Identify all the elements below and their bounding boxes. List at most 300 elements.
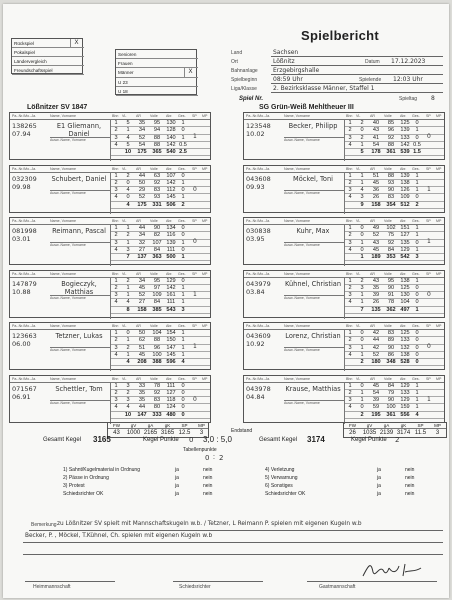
lane-cell: 129 <box>166 277 176 284</box>
player-birth-date: 06.91 <box>12 392 31 401</box>
totals-header-cell: SP <box>181 423 188 428</box>
header-col: Name, Vorname <box>284 114 310 118</box>
lane-cell: 0 <box>360 232 364 239</box>
header-col: Pa.-Nr./Mo.-Ja. <box>12 376 37 381</box>
lane-cell: 5 <box>126 141 130 148</box>
lane-cell: 36 <box>372 187 380 194</box>
sig-home-label: Heimmannschaft <box>33 584 71 590</box>
header-col: Bhn <box>346 219 353 223</box>
header-col: SP <box>426 219 431 223</box>
option-row <box>12 39 84 48</box>
lane-cell: 0 <box>415 351 419 358</box>
option-row <box>116 78 198 87</box>
player-pass-number: 043979 <box>246 279 271 288</box>
set-point: 1 <box>193 343 197 350</box>
lane-cell: 1 <box>114 172 118 179</box>
totals-value: 3174 <box>396 430 411 436</box>
lane-cell: 1 <box>181 351 185 358</box>
lane-cell: 3 <box>348 187 352 194</box>
liga-value: 2. Bezirksklasse Männer, Staffel 1 <box>273 85 375 92</box>
lane-cell: 97 <box>153 284 161 291</box>
lane-cell: 2.5 <box>179 149 187 156</box>
header-col: AR <box>370 114 375 118</box>
check-label: 6) Sonstiges <box>265 483 293 489</box>
lane-cell: 1 <box>415 277 419 284</box>
lane-cell: 1 <box>114 382 118 389</box>
player-box <box>243 112 445 160</box>
lane-row <box>345 194 444 201</box>
header-col: SP <box>192 376 197 381</box>
totals-header-cell: gK <box>164 423 171 428</box>
header-col: Name, Vorname <box>284 219 310 223</box>
header-col: SP <box>426 324 431 328</box>
kegelpunkte-label-away: Kegel Punkte <box>351 437 387 443</box>
lane-cell: 158 <box>371 201 381 208</box>
player-sum-row <box>345 202 444 209</box>
check-nein: nein <box>405 491 415 497</box>
player-header <box>244 166 444 173</box>
set-point: 1 <box>193 290 197 298</box>
header-col: MP <box>436 271 442 276</box>
lane-row <box>345 173 444 180</box>
player-sum-row <box>345 359 444 366</box>
lane-cell: 147 <box>166 344 176 351</box>
lane-row <box>345 330 444 337</box>
totals-value: 26 <box>349 430 356 436</box>
lane-cell: 4 <box>126 187 130 194</box>
lane-cell: 35 <box>138 397 146 404</box>
totals-value: 3 <box>435 430 440 436</box>
set-point: 1 <box>427 395 431 403</box>
substitute-label: Ausw.-Name, Vorname <box>284 295 344 300</box>
lane-cell: 50 <box>138 330 146 336</box>
header-col: Pa.-Nr./Mo.-Ja. <box>246 114 271 118</box>
lane-cell: 130 <box>166 120 176 126</box>
substitute-label: Ausw.-Name, Vorname <box>50 137 110 142</box>
lane-cell: 189 <box>371 254 381 261</box>
header-col: Ges. <box>178 114 186 118</box>
player-pass-number: 147879 <box>12 279 37 288</box>
lane-cell: 180 <box>371 359 381 366</box>
lane-cell: 353 <box>386 254 396 261</box>
lane-cell: 45 <box>372 179 380 186</box>
lane-cell: 1 <box>360 344 364 351</box>
player-lanes <box>344 173 444 214</box>
lane-cell: 138 <box>400 179 410 186</box>
home-team-name: Lößnitzer SV 1847 <box>27 104 88 111</box>
lane-cell: 90 <box>387 284 395 291</box>
lane-cell: 8 <box>126 306 130 313</box>
player-pass-number: 043609 <box>246 332 271 340</box>
lane-cell: 52 <box>138 134 146 141</box>
player-lanes <box>344 383 444 424</box>
lane-cell: 362 <box>386 306 396 313</box>
lane-cell: 0 <box>181 225 185 231</box>
lane-cell: 79 <box>387 389 395 396</box>
lane-cell: 3 <box>360 284 364 291</box>
option-row <box>116 87 198 96</box>
lane-cell: 195 <box>371 411 381 418</box>
lane-cell: 133 <box>400 389 410 396</box>
player-header <box>10 376 210 383</box>
lane-cell: 84 <box>387 382 395 389</box>
substitute-label: Ausw.-Name, Vorname <box>284 347 344 352</box>
lane-cell: 0 <box>360 225 364 231</box>
lane-row <box>111 194 210 201</box>
lane-cell: 29 <box>138 187 146 194</box>
lane-cell: 92 <box>387 239 395 246</box>
lane-cell: 107 <box>166 172 176 179</box>
substitute-label: Ausw.-Name, Vorname <box>50 347 110 352</box>
lane-cell: 39 <box>372 292 380 299</box>
totals-value: 12.5 <box>178 430 191 436</box>
player-birth-date: 07.94 <box>12 130 31 138</box>
lane-cell: 2 <box>360 120 364 126</box>
lane-row <box>111 247 210 254</box>
player-name: Schubert, Daniel <box>51 174 107 183</box>
lane-cell: 54 <box>138 141 146 148</box>
lane-cell: 78 <box>387 299 395 306</box>
lane-cell: 9 <box>360 201 364 208</box>
lane-cell: 130 <box>400 292 410 299</box>
lane-cell: 0 <box>181 172 185 179</box>
header-col: Ges. <box>178 166 186 171</box>
lane-cell: 1 <box>415 382 419 389</box>
totals-header <box>108 423 208 429</box>
lane-cell: 95 <box>153 277 161 284</box>
lane-cell: 111 <box>166 299 176 306</box>
lane-cell: 0 <box>415 284 419 291</box>
lane-cell: 3 <box>114 134 118 141</box>
check-label: 4) Verletzung <box>265 467 295 473</box>
player-box <box>9 217 211 265</box>
lane-cell: 116 <box>166 232 176 239</box>
lane-row <box>345 120 444 127</box>
lane-cell: 35 <box>138 120 146 126</box>
header-col: Abr. <box>400 166 407 171</box>
lane-cell: 45 <box>138 351 146 358</box>
lane-cell: 363 <box>152 254 162 261</box>
header-col: Volle <box>384 271 392 276</box>
totals-value: 3165 <box>160 430 175 436</box>
player-pass-number: 138265 <box>12 122 37 130</box>
totals-header-cell: gV <box>130 423 137 428</box>
player-lanes <box>110 173 210 214</box>
header-col: Volle <box>384 166 392 171</box>
lane-cell: 145 <box>166 351 176 358</box>
header-col: SP <box>192 114 197 118</box>
lane-cell: 1 <box>126 351 130 358</box>
header-col: Name, Vorname <box>50 219 76 223</box>
player-birth-date: 10.02 <box>246 130 265 138</box>
away-total-pins: 3174 <box>307 435 325 444</box>
check-nein: nein <box>405 483 415 489</box>
lane-cell: 133 <box>400 134 410 141</box>
player-sum-row <box>345 412 444 419</box>
lane-cell: 2 <box>114 284 118 291</box>
lane-cell: 0 <box>181 411 185 418</box>
totals-header-cell: MP <box>434 423 441 428</box>
header-col: Ges. <box>412 114 420 118</box>
lane-cell: 1 <box>181 330 185 336</box>
header-col: MP <box>202 271 208 276</box>
lane-cell: 142 <box>400 141 410 148</box>
player-pass-number: 081998 <box>12 227 37 235</box>
lane-cell: 44 <box>138 404 146 411</box>
lane-cell: 104 <box>400 299 410 306</box>
bahn-value: Erzgebirgshalle <box>273 67 320 74</box>
lane-row <box>345 247 444 254</box>
totals-value: 3 <box>199 430 204 436</box>
header-col: MP <box>202 324 208 328</box>
lane-cell: 3 <box>348 397 352 404</box>
player-header <box>10 323 210 330</box>
lane-row <box>111 383 210 390</box>
header-col: Name, Vorname <box>50 324 76 328</box>
header-col: Abr. <box>400 324 407 328</box>
player-name: Lorenz, Christian <box>285 332 341 340</box>
lane-cell: 133 <box>400 337 410 344</box>
header-col: MP <box>202 219 208 223</box>
option-label: Frauen <box>118 61 133 67</box>
lane-cell: 1 <box>415 187 419 194</box>
lane-cell: 0 <box>181 187 185 194</box>
player-pass-number: 030838 <box>246 227 271 235</box>
lane-cell: 83 <box>153 187 161 194</box>
header-col: AR <box>136 114 141 118</box>
match-score: 3,0 : 5,0 <box>203 435 232 444</box>
lane-cell: 150 <box>166 337 176 344</box>
totals-header-cell: gA <box>147 423 154 428</box>
player-sum-row <box>111 149 210 156</box>
lane-cell: 147 <box>137 411 147 418</box>
lane-cell: 365 <box>152 149 162 156</box>
lane-cell: 43 <box>372 239 380 246</box>
lane-cell: 0 <box>360 330 364 336</box>
lane-cell: 4 <box>126 134 130 141</box>
header-col: Ges. <box>178 219 186 223</box>
lane-cell: 43 <box>372 277 380 284</box>
lane-cell: 4 <box>181 359 185 366</box>
lane-cell: 0.5 <box>413 141 421 148</box>
lane-cell: 2 <box>360 134 364 141</box>
lane-cell: 0 <box>415 194 419 201</box>
check-ja: ja <box>377 483 381 489</box>
lane-cell: 109 <box>152 292 162 299</box>
lane-cell: 1 <box>181 292 185 299</box>
header-col: VL <box>122 376 127 381</box>
check-label: 3) Protest <box>63 483 85 489</box>
lane-cell: 3 <box>114 292 118 299</box>
header-col: Pa.-Nr./Mo.-Ja. <box>246 376 271 381</box>
header-col: Ges. <box>412 324 420 328</box>
set-point: 0 <box>427 133 431 140</box>
lane-cell: 84 <box>387 246 395 253</box>
lane-cell: 34 <box>138 232 146 239</box>
lane-cell: 4 <box>126 359 130 366</box>
check-row <box>63 475 233 483</box>
set-point: 0 <box>193 185 197 193</box>
lane-cell: 1 <box>360 179 364 186</box>
lane-cell: 44 <box>372 337 380 344</box>
lane-row <box>345 383 444 390</box>
lane-cell: 1 <box>114 277 118 284</box>
player-name: Kuhr, Max <box>296 227 330 235</box>
lane-cell: 42 <box>372 330 380 336</box>
player-lanes <box>344 225 444 266</box>
substitute-label: Ausw.-Name, Vorname <box>50 400 110 405</box>
set-point: 1 <box>193 133 197 140</box>
check-label: 5) Verwarnung <box>265 475 298 481</box>
lane-cell: 0 <box>181 397 185 404</box>
header-col: SP <box>426 271 431 276</box>
check-ja: ja <box>377 491 381 497</box>
lane-cell: 2 <box>360 359 364 366</box>
lane-row <box>345 352 444 359</box>
check-nein: nein <box>203 491 213 497</box>
lane-cell: 125 <box>400 120 410 126</box>
player-lanes <box>110 225 210 266</box>
lane-cell: 1 <box>360 239 364 246</box>
bahn-label: Bahnanlage <box>231 68 258 74</box>
lane-cell: 35 <box>138 389 146 396</box>
lane-cell: 506 <box>166 201 176 208</box>
option-row <box>12 57 84 66</box>
header-col: VL <box>356 376 361 381</box>
header-col: Pa.-Nr./Mo.-Ja. <box>12 166 37 171</box>
header-col: MP <box>436 219 442 223</box>
land-label: Land <box>231 50 243 56</box>
header-col: AR <box>370 166 375 171</box>
player-lanes <box>344 330 444 371</box>
lane-cell: 0 <box>360 382 364 389</box>
lane-cell: 84 <box>153 246 161 253</box>
player-sum-row <box>345 149 444 156</box>
header-col: Abr. <box>166 114 173 118</box>
lane-cell: 1 <box>415 389 419 396</box>
lane-cell: 333 <box>152 411 162 418</box>
lane-cell: 27 <box>138 246 146 253</box>
player-lanes <box>110 383 210 424</box>
lane-cell: 3 <box>348 239 352 246</box>
spielnr-label: Spiel Nr. <box>239 96 264 102</box>
header-col: Name, Vorname <box>284 376 310 381</box>
player-sum-row <box>345 307 444 314</box>
lane-cell: 84 <box>153 299 161 306</box>
lane-cell: 54 <box>372 141 380 148</box>
player-pass-number: 123548 <box>246 122 271 130</box>
totals-header-cell: gA <box>383 423 390 428</box>
header-col: Volle <box>384 324 392 328</box>
lane-cell: 0 <box>181 404 185 411</box>
lane-cell: 45 <box>372 382 380 389</box>
player-name: Schettler, Tom <box>55 384 103 393</box>
lane-cell: 159 <box>400 404 410 411</box>
player-birth-date: 09.98 <box>12 182 31 191</box>
lane-row <box>111 225 210 232</box>
lane-cell: 1 <box>126 239 130 246</box>
header-col: Abr. <box>166 324 173 328</box>
lane-cell: 1 <box>181 194 185 201</box>
lane-cell: 0 <box>181 389 185 396</box>
lane-cell: 361 <box>386 411 396 418</box>
away-team-name: SG Grün-Weiß Mehltheuer III <box>259 104 354 111</box>
datum-value: 17.12.2023 <box>391 58 426 65</box>
player-pass-number: 032309 <box>12 174 37 183</box>
lane-cell: 95 <box>387 277 395 284</box>
check-ja: ja <box>175 483 179 489</box>
lane-cell: 500 <box>166 254 176 261</box>
lane-cell: 134 <box>166 225 176 231</box>
player-box <box>9 270 211 318</box>
header-col: AR <box>136 166 141 171</box>
set-point: 0 <box>193 238 197 245</box>
lane-cell: 2 <box>114 232 118 239</box>
header-col: Volle <box>384 114 392 118</box>
header-col: VL <box>122 271 127 276</box>
header-col: MP <box>436 114 442 118</box>
lane-cell: 4 <box>348 404 352 411</box>
lane-cell: 52 <box>138 194 146 201</box>
lane-cell: 92 <box>387 134 395 141</box>
home-kegel-points: 0 <box>189 436 194 444</box>
remark-line-1: zu Lößnitzer SV spielt mit Mannschaftskugeln w.b. / Tetzner, L Reimann P. spielen mit eigenen Kugeln w.b <box>57 521 362 527</box>
lane-cell: 4 <box>114 299 118 306</box>
lane-cell: 92 <box>153 179 161 186</box>
game-type-box <box>11 38 83 74</box>
check-ja: ja <box>175 475 179 481</box>
player-pass-number: 123663 <box>12 332 37 340</box>
lane-cell: 1 <box>360 141 364 148</box>
lane-cell: 4 <box>126 299 130 306</box>
lane-cell: 129 <box>400 397 410 404</box>
header-col: VL <box>356 114 361 118</box>
lane-cell: 10 <box>124 411 132 418</box>
lane-cell: 556 <box>400 411 410 418</box>
liga-label: Liga/Klasse <box>231 86 257 92</box>
header-col: Name, Vorname <box>284 271 310 276</box>
lane-cell: 44 <box>138 225 146 231</box>
home-total-pins: 3165 <box>93 435 111 444</box>
lane-cell: 348 <box>386 359 396 366</box>
lane-cell: 3 <box>114 397 118 404</box>
player-box <box>243 165 445 213</box>
lane-cell: 3 <box>360 194 364 201</box>
header-col: VL <box>122 324 127 328</box>
player-sum-row <box>111 307 210 314</box>
player-header <box>10 271 210 278</box>
lane-cell: 1 <box>181 120 185 126</box>
lane-cell: 4 <box>126 404 130 411</box>
lane-cell: 1 <box>415 127 419 134</box>
header-col: Bhn <box>112 166 119 171</box>
header-col: Bhn <box>112 219 119 223</box>
lane-cell: 93 <box>387 179 395 186</box>
lane-cell: 33 <box>138 382 146 389</box>
lane-cell: 91 <box>387 292 395 299</box>
lane-cell: 4 <box>348 351 352 358</box>
header-col: MP <box>436 166 442 171</box>
endstand-label: Endstand <box>231 428 253 434</box>
substitute-label: Ausw.-Name, Vorname <box>284 190 344 195</box>
header-col: Pa.-Nr./Mo.-Ja. <box>246 166 271 171</box>
lane-cell: 129 <box>400 382 410 389</box>
player-box <box>243 375 445 423</box>
totals-value: 2139 <box>379 430 394 436</box>
lane-cell: 2 <box>114 179 118 186</box>
header-col: MP <box>436 324 442 328</box>
lane-cell: 2 <box>114 389 118 396</box>
